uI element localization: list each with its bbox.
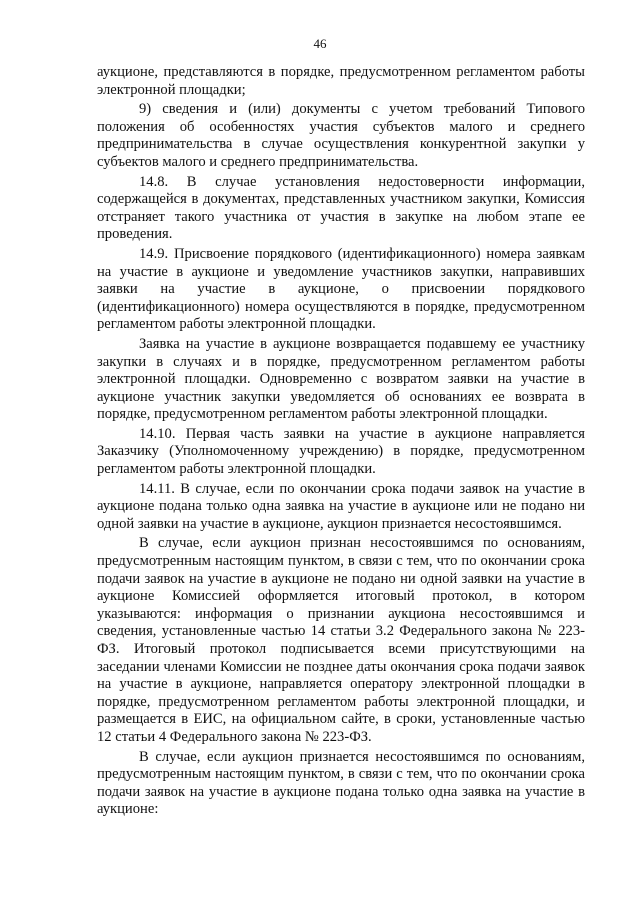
document-body: [97, 64, 585, 821]
page-number: 46: [313, 36, 327, 51]
paragraph-14-9: 14.9. Присвоение порядкового (идентификационного) номера заявкам на участие в аукционе и уведомление участников закупки, направивших заявки на участие в аукционе, о присвоении порядкового (идентификационного) номера осуществляются в порядке, предусмотренном регламентом работы электронной площадки.: [97, 245, 585, 333]
paragraph-14-8: 14.8. В случае установления недостоверности информации, содержащейся в документах, представленных участником закупки, Комиссия отстраняет такого участника от участия в закупке на любом этапе ее проведения.: [97, 173, 585, 243]
paragraph-single-application: В случае, если аукцион признается несостоявшимся по основаниям, предусмотренным настоящим пунктом, в связи с тем, что по окончании срока подачи заявок на участие в аукционе подана только одна заявка на участие в аукционе:: [97, 748, 585, 818]
paragraph-continued: аукционе, представляются в порядке, предусмотренном регламентом работы электронной площадки;: [97, 64, 585, 98]
paragraph-14-11: 14.11. В случае, если по окончании срока подачи заявок на участие в аукционе подана только одна заявка на участие в аукционе или не подано ни одной заявки на участие в аукционе, аукцион признается несостоявшимся.: [97, 480, 585, 532]
paragraph-14-10: 14.10. Первая часть заявки на участие в аукционе направляется Заказчику (Уполномоченному учреждению) в порядке, предусмотренном регламентом работы электронной площадки.: [97, 425, 585, 478]
paragraph-no-applications: В случае, если аукцион признан несостоявшимся по основаниям, предусмотренным настоящим пунктом, в связи с тем, что по окончании срока подачи заявок на участие в аукционе не подано ни одной заявки на участие в аукционе Комиссией оформляется итоговый протокол, в котором указываются: информация о признании аукциона несостоявшимся и сведения, установленные частью 14 статьи 3.2 Федерального закона № 223-ФЗ. Итоговый протокол подписывается всеми присутствующими на заседании членами Комиссии не позднее даты окончания срока подачи заявок на участие в аукционе, направляется оператору электронной площадки в порядке, предусмотренном регламентом работы электронной площадки, и размещается в ЕИС, на официальном сайте, в сроки, установленные частью 12 статьи 4 Федерального закона № 223-ФЗ.: [97, 535, 585, 745]
paragraph-application-return: Заявка на участие в аукционе возвращается подавшему ее участнику закупки в случаях и в порядке, предусмотренном регламентом работы электронной площадки. Одновременно с возвратом заявки на участие в аукционе участник закупки уведомляется об основаниях ее возврата в порядке, предусмотренном регламентом работы электронной площадки.: [97, 335, 585, 423]
paragraph-item-9: 9) сведения и (или) документы с учетом требований Типового положения об особенностях участия субъектов малого и среднего предпринимательства в случае осуществления конкурентной закупки у субъектов малого и среднего предпринимательства.: [97, 101, 585, 170]
